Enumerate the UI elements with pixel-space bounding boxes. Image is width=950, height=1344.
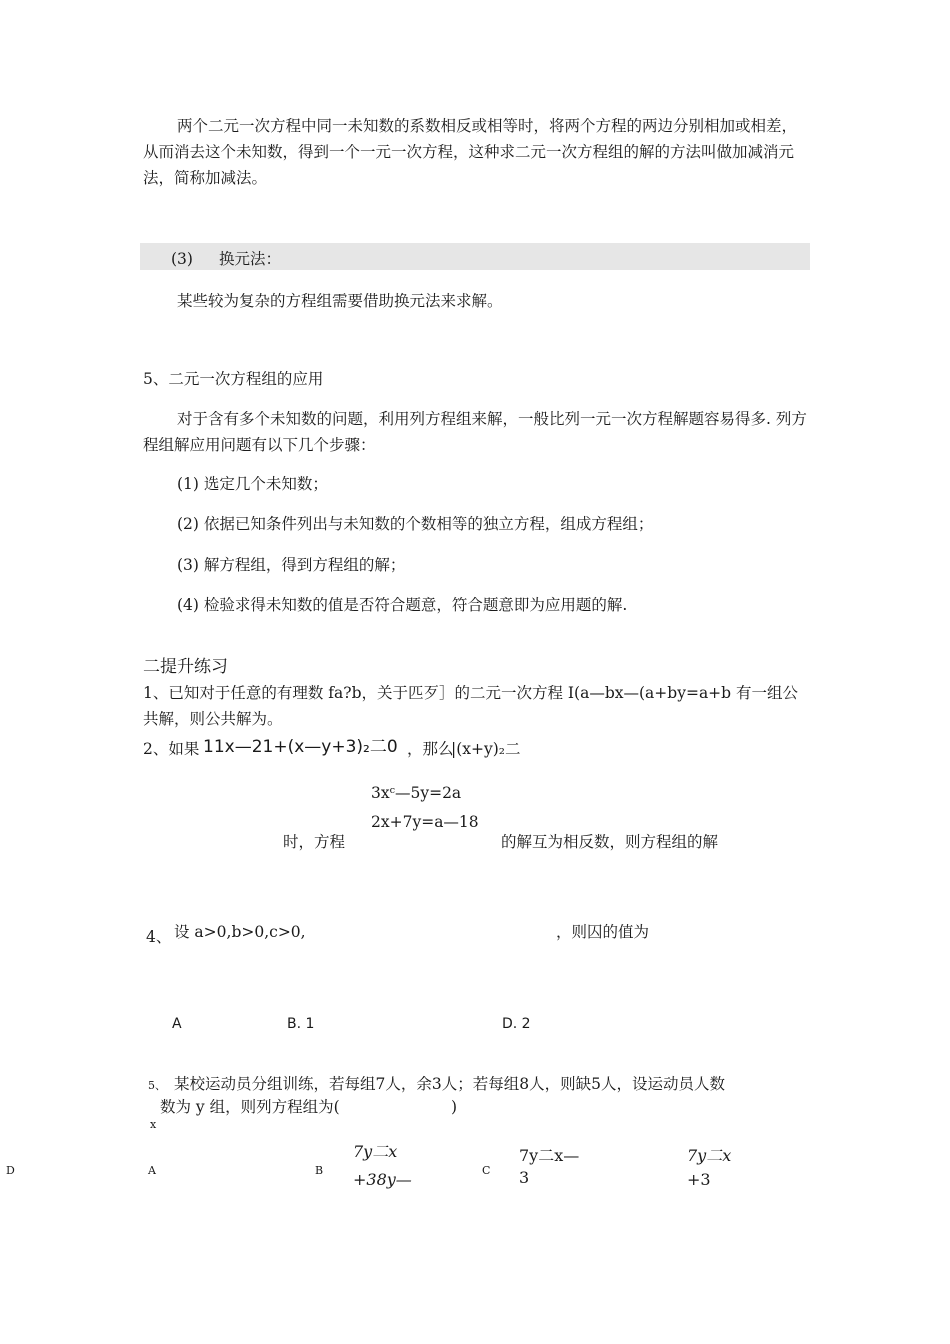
section5-heading: 5、二元一次方程组的应用 bbox=[143, 370, 324, 388]
paragraph-elimination: 两个二元一次方程中同一未知数的系数相反或相等时，将两个方程的两边分别相加或相差，从而消去这个未知数，得到一个一元一次方程，这种求二元一次方程组的解的方法叫做加减消元法，简称加减法。 bbox=[143, 117, 798, 187]
option-c-line-2: 3 bbox=[519, 1168, 530, 1187]
question-5-x-label: x bbox=[150, 1118, 157, 1131]
question-3-equation-1: 3xᶜ—5y=2a bbox=[371, 784, 462, 802]
option-c-marker: C bbox=[482, 1164, 491, 1177]
question-3-right-text: 的解互为相反数，则方程组的解 bbox=[501, 833, 719, 851]
section5-intro: 对于含有多个未知数的问题，利用列方程组来解，一般比列一元一次方程解题容易得多. 列方程组解应用问题有以下几个步骤： bbox=[143, 410, 807, 454]
question-3-equation-2: 2x+7y=a—18 bbox=[371, 813, 479, 831]
step-3: (3) 解方程组，得到方程组的解； bbox=[177, 556, 406, 574]
practice-heading: 二提升练习 bbox=[143, 657, 228, 677]
step-2: (2) 依据已知条件列出与未知数的个数相等的独立方程，组成方程组； bbox=[177, 515, 654, 533]
substitution-body: 某些较为复杂的方程组需要借助换元法来求解。 bbox=[177, 292, 503, 310]
question-1: 1、已知对于任意的有理数 fa?b，关于匹歹］的二元一次方程 I(a—bx—(a+by=a+b 有一组公共解，则公共解为。 bbox=[143, 684, 799, 728]
option-b-line-2: +38y— bbox=[353, 1170, 412, 1189]
question-2-prefix: 2、如果 bbox=[143, 740, 200, 758]
question-5-line-2: 数为 y 组，则列方程组为( bbox=[160, 1098, 340, 1116]
option-b-line-1: 7y二x bbox=[353, 1142, 398, 1161]
option-a-marker: A bbox=[148, 1164, 156, 1177]
question-4-text: 设 a>0,b>0,c>0, bbox=[174, 923, 306, 941]
question-2-mid: ，那么 bbox=[407, 740, 454, 758]
option-c-line-1: 7y二x— bbox=[519, 1146, 580, 1165]
question-4-option-a: A bbox=[172, 1016, 182, 1032]
question-4-option-d: D. 2 bbox=[502, 1016, 531, 1032]
question-4-option-b: B. 1 bbox=[287, 1016, 315, 1032]
option-d-line-2: +3 bbox=[687, 1170, 711, 1189]
question-2-expression: 11x—21+(x—y+3)₂二0 bbox=[203, 737, 398, 757]
step-1: (1) 选定几个未知数； bbox=[177, 475, 328, 493]
question-5-text: 某校运动员分组训练，若每组7人，余3人；若每组8人，则缺5人，设运动员人数 bbox=[174, 1075, 725, 1093]
question-5-number: 5、 bbox=[148, 1079, 166, 1092]
question-2-tail: |(x+y)₂二 bbox=[451, 740, 521, 758]
question-4-number: 4、 bbox=[146, 928, 172, 946]
substitution-number: (3) bbox=[171, 250, 193, 268]
step-4: (4) 检验求得未知数的值是否符合题意，符合题意即为应用题的解. bbox=[177, 596, 628, 614]
question-5-paren-close: ) bbox=[451, 1098, 458, 1116]
substitution-title: 换元法： bbox=[219, 250, 282, 268]
question-4-right-text: ，则囚的值为 bbox=[556, 923, 650, 941]
option-d-marker: D bbox=[6, 1164, 15, 1177]
option-b-marker: B bbox=[315, 1164, 324, 1177]
question-3-left-text: 时，方程 bbox=[283, 833, 346, 851]
option-d-line-1: 7y二x bbox=[687, 1146, 732, 1165]
